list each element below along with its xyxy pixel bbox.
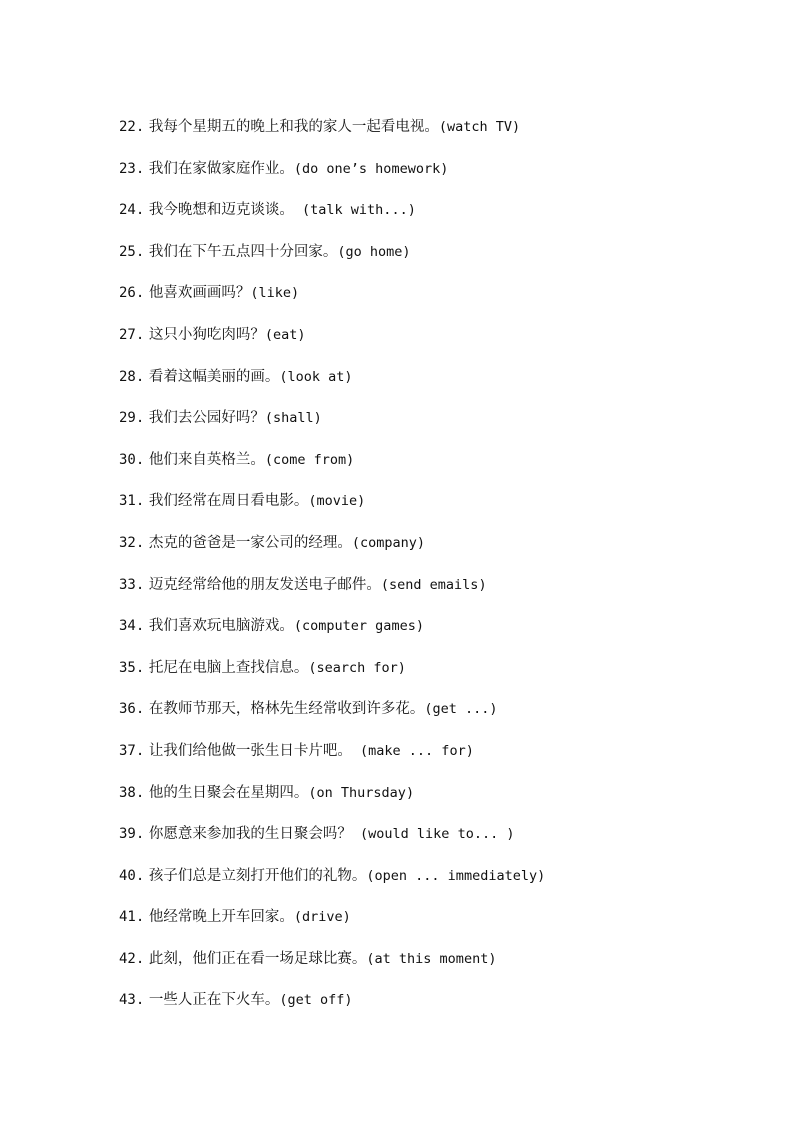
exercise-item bbox=[119, 324, 759, 366]
exercise-number: 39. bbox=[119, 826, 145, 843]
exercise-hint: (company) bbox=[351, 534, 426, 551]
exercise-hint: (look at) bbox=[279, 368, 353, 385]
exercise-hint: (do one’s homework) bbox=[293, 160, 449, 177]
exercise-chinese-text: 他们来自英格兰。 bbox=[148, 451, 265, 468]
exercise-number: 32. bbox=[119, 534, 145, 551]
exercise-hint: (drive) bbox=[293, 909, 351, 926]
exercise-hint: (eat) bbox=[264, 326, 306, 343]
exercise-chinese-text: 他的生日聚会在星期四。 bbox=[148, 784, 309, 801]
exercise-chinese-text: 你愿意来参加我的生日聚会吗？ bbox=[148, 826, 352, 843]
exercise-item bbox=[119, 282, 759, 324]
exercise-chinese-text: 我们去公园好吗？ bbox=[148, 410, 265, 427]
exercise-hint: (at this moment) bbox=[366, 950, 497, 967]
exercise-hint: (send emails) bbox=[380, 576, 487, 593]
exercise-number: 28. bbox=[119, 368, 145, 385]
exercise-hint: (movie) bbox=[308, 493, 366, 510]
exercise-hint: (make ... for) bbox=[351, 742, 474, 759]
exercise-item bbox=[119, 782, 759, 824]
exercise-item bbox=[119, 241, 759, 283]
exercise-hint: (computer games) bbox=[293, 618, 424, 635]
exercise-hint: (get ...) bbox=[424, 701, 498, 718]
exercise-list bbox=[119, 116, 759, 1031]
exercise-item bbox=[119, 366, 759, 408]
exercise-number: 40. bbox=[119, 867, 145, 884]
exercise-item bbox=[119, 948, 759, 990]
exercise-number: 38. bbox=[119, 784, 145, 801]
exercise-item bbox=[119, 532, 759, 574]
exercise-hint: (go home) bbox=[337, 243, 411, 260]
exercise-number: 29. bbox=[119, 410, 145, 427]
exercise-chinese-text: 他喜欢画画吗？ bbox=[148, 285, 251, 302]
exercise-chinese-text: 杰克的爸爸是一家公司的经理。 bbox=[148, 534, 352, 551]
exercise-chinese-text: 这只小狗吃肉吗？ bbox=[148, 326, 265, 343]
exercise-chinese-text: 在教师节那天，格林先生经常收到许多花。 bbox=[148, 701, 425, 718]
exercise-number: 25. bbox=[119, 243, 145, 260]
exercise-number: 37. bbox=[119, 742, 145, 759]
exercise-number: 24. bbox=[119, 202, 145, 219]
exercise-chinese-text: 孩子们总是立刻打开他们的礼物。 bbox=[148, 867, 367, 884]
exercise-chinese-text: 托尼在电脑上查找信息。 bbox=[148, 659, 309, 676]
exercise-item bbox=[119, 574, 759, 616]
exercise-item bbox=[119, 490, 759, 532]
exercise-hint: (shall) bbox=[264, 410, 322, 427]
exercise-item bbox=[119, 158, 759, 200]
exercise-item bbox=[119, 116, 759, 158]
exercise-item bbox=[119, 449, 759, 491]
exercise-chinese-text: 他经常晚上开车回家。 bbox=[148, 909, 294, 926]
exercise-item bbox=[119, 865, 759, 907]
exercise-chinese-text: 我今晚想和迈克谈谈。 bbox=[148, 202, 294, 219]
exercise-number: 26. bbox=[119, 285, 145, 302]
exercise-hint: (talk with...) bbox=[293, 202, 416, 219]
exercise-number: 33. bbox=[119, 576, 145, 593]
exercise-number: 31. bbox=[119, 493, 145, 510]
exercise-item bbox=[119, 740, 759, 782]
exercise-hint: (like) bbox=[250, 285, 300, 302]
exercise-number: 23. bbox=[119, 160, 145, 177]
exercise-chinese-text: 迈克经常给他的朋友发送电子邮件。 bbox=[148, 576, 381, 593]
exercise-hint: (watch TV) bbox=[438, 119, 521, 135]
exercise-number: 34. bbox=[119, 618, 145, 635]
exercise-hint: (would like to... ) bbox=[351, 826, 515, 843]
exercise-hint: (come from) bbox=[264, 451, 355, 468]
exercise-chinese-text: 此刻，他们正在看一场足球比赛。 bbox=[148, 950, 367, 967]
exercise-chinese-text: 看着这幅美丽的画。 bbox=[148, 368, 280, 385]
exercise-number: 27. bbox=[119, 326, 145, 343]
exercise-number: 41. bbox=[119, 909, 145, 926]
exercise-item bbox=[119, 823, 759, 865]
exercise-item bbox=[119, 407, 759, 449]
exercise-hint: (on Thursday) bbox=[308, 784, 415, 801]
exercise-chinese-text: 我们在下午五点四十分回家。 bbox=[148, 243, 338, 260]
exercise-item bbox=[119, 989, 759, 1031]
exercise-chinese-text: 让我们给他做一张生日卡片吧。 bbox=[148, 742, 352, 759]
exercise-chinese-text: 我们在家做家庭作业。 bbox=[148, 160, 294, 177]
exercise-number: 43. bbox=[119, 992, 145, 1009]
exercise-number: 22. bbox=[119, 119, 145, 135]
exercise-item bbox=[119, 698, 759, 740]
exercise-chinese-text: 我每个星期五的晚上和我的家人一起看电视。 bbox=[148, 119, 439, 135]
exercise-hint: (get off) bbox=[279, 992, 353, 1009]
exercise-number: 42. bbox=[119, 950, 145, 967]
exercise-number: 36. bbox=[119, 701, 145, 718]
exercise-number: 35. bbox=[119, 659, 145, 676]
exercise-item bbox=[119, 615, 759, 657]
exercise-hint: (open ... immediately) bbox=[366, 867, 546, 884]
exercise-item bbox=[119, 657, 759, 699]
exercise-chinese-text: 我们经常在周日看电影。 bbox=[148, 493, 309, 510]
exercise-item bbox=[119, 906, 759, 948]
exercise-hint: (search for) bbox=[308, 659, 406, 676]
exercise-chinese-text: 我们喜欢玩电脑游戏。 bbox=[148, 618, 294, 635]
exercise-item bbox=[119, 199, 759, 241]
exercise-chinese-text: 一些人正在下火车。 bbox=[148, 992, 280, 1009]
exercise-number: 30. bbox=[119, 451, 145, 468]
